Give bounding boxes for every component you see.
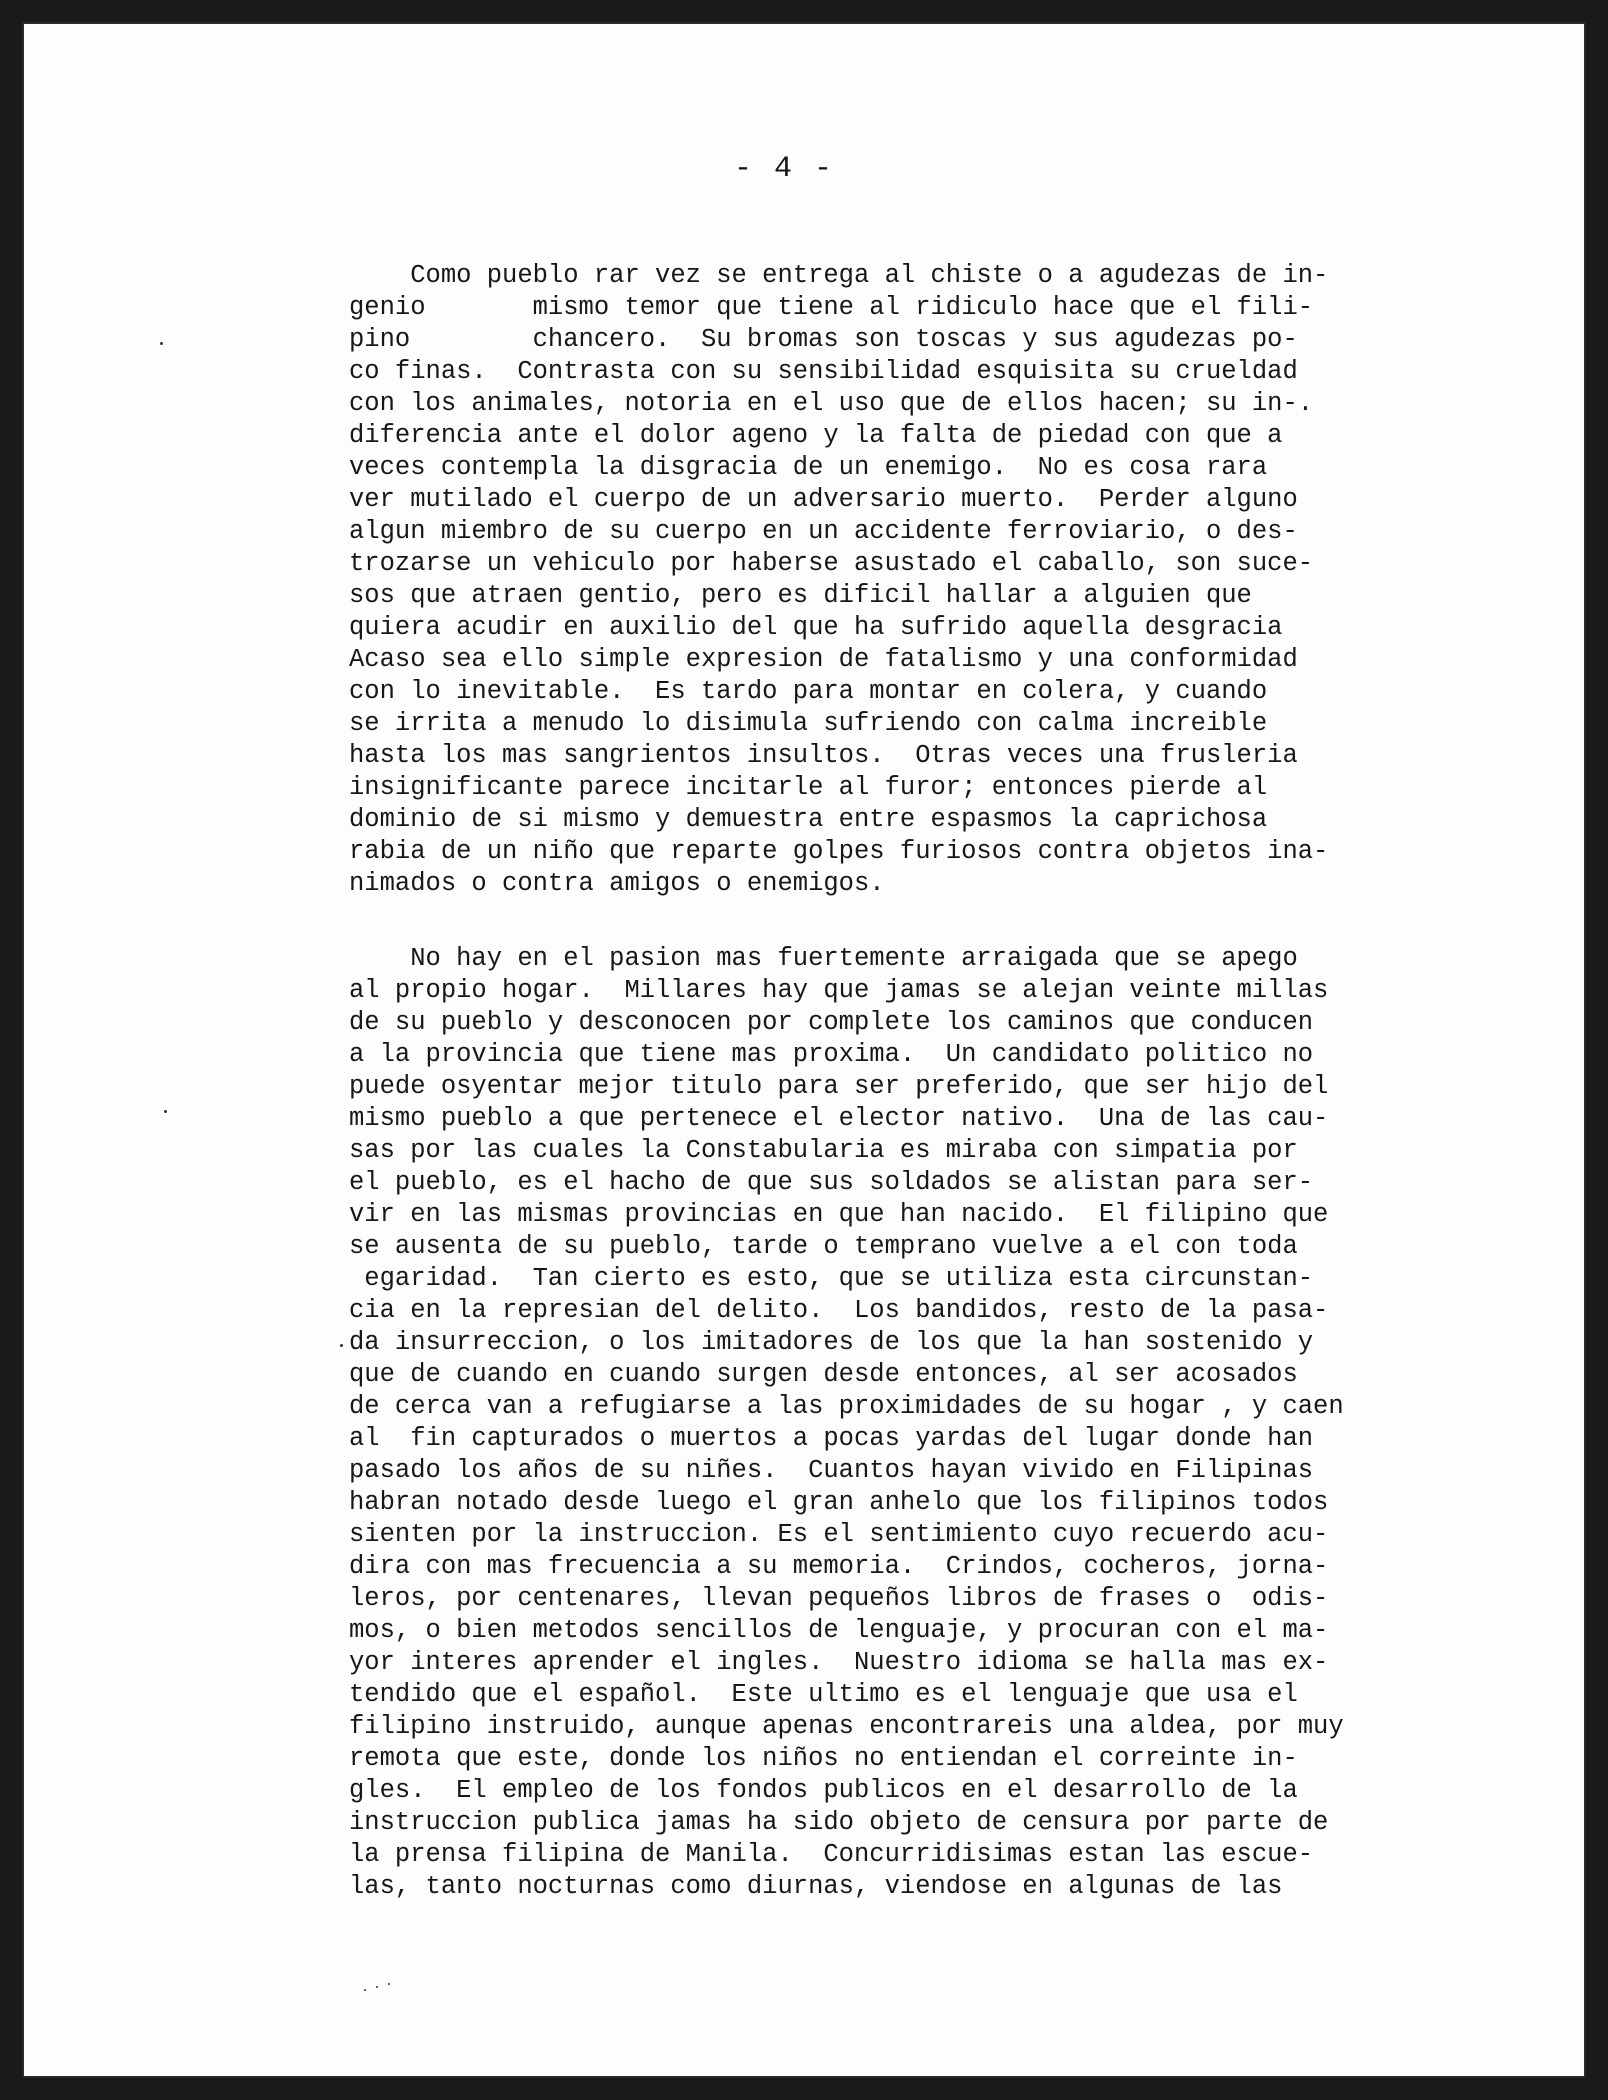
text-line: Como pueblo rar vez se entrega al chiste o a agudezas de in- (349, 261, 1329, 290)
scan-speck (376, 1986, 378, 1988)
text-line: pasado los años de su niñes. Cuantos hayan vivido en Filipinas (349, 1456, 1314, 1485)
text-line: sienten por la instruccion. Es el sentimiento cuyo recuerdo acu- (349, 1520, 1329, 1549)
scan-speck (388, 1983, 390, 1985)
text-line: leros, por centenares, llevan pequeños libros de frases o odis- (349, 1584, 1329, 1613)
document-page (22, 22, 1586, 2078)
text-line: instruccion publica jamas ha sido objeto de censura por parte de (349, 1808, 1329, 1837)
text-line: vir en las mismas provincias en que han nacido. El filipino que (349, 1200, 1329, 1229)
text-line: mos, o bien metodos sencillos de lenguaje, y procuran con el ma- (349, 1616, 1329, 1645)
scan-speck (364, 1989, 366, 1991)
text-line: dira con mas frecuencia a su memoria. Crindos, cocheros, jorna- (349, 1552, 1329, 1581)
text-line: sas por las cuales la Constabularia es miraba con simpatia por (349, 1136, 1298, 1165)
text-line: las, tanto nocturnas como diurnas, viendose en algunas de las (349, 1872, 1283, 1901)
text-line: Acaso sea ello simple expresion de fatalismo y una conformidad (349, 645, 1298, 674)
text-line: quiera acudir en auxilio del que ha sufrido aquella desgracia (349, 613, 1283, 642)
page-number: - 4 - (733, 152, 834, 186)
text-line: da insurreccion, o los imitadores de los que la han sostenido y (349, 1328, 1314, 1357)
text-line: genio mismo temor que tiene al ridiculo hace que el fili- (349, 293, 1314, 322)
text-line: No hay en el pasion mas fuertemente arraigada que se apego (349, 944, 1298, 973)
text-line: cia en la represian del delito. Los bandidos, resto de la pasa- (349, 1296, 1329, 1325)
text-line: se ausenta de su pueblo, tarde o temprano vuelve a el con toda (349, 1232, 1298, 1261)
paragraph-2 (349, 943, 1344, 1903)
text-line: se irrita a menudo lo disimula sufriendo con calma increible (349, 709, 1268, 738)
text-line: con lo inevitable. Es tardo para montar en colera, y cuando (349, 677, 1268, 706)
text-line: sos que atraen gentio, pero es dificil hallar a alguien que (349, 581, 1252, 610)
text-line: pino chancero. Su bromas son toscas y sus agudezas po- (349, 325, 1298, 354)
text-line: que de cuando en cuando surgen desde entonces, al ser acosados (349, 1360, 1298, 1389)
text-line: yor interes aprender el ingles. Nuestro idioma se halla mas ex- (349, 1648, 1329, 1677)
text-line: hasta los mas sangrientos insultos. Otras veces una frusleria (349, 741, 1298, 770)
text-line: la prensa filipina de Manila. Concurridisimas estan las escue- (349, 1840, 1314, 1869)
text-line: de cerca van a refugiarse a las proximidades de su hogar , y caen (349, 1392, 1344, 1421)
text-line: el pueblo, es el hacho de que sus soldados se alistan para ser- (349, 1168, 1314, 1197)
text-line: egaridad. Tan cierto es esto, que se utiliza esta circunstan- (349, 1264, 1314, 1293)
text-line: trozarse un vehiculo por haberse asustado el caballo, son suce- (349, 549, 1314, 578)
text-line: filipino instruido, aunque apenas encontrareis una aldea, por muy (349, 1712, 1344, 1741)
text-line: insignificante parece incitarle al furor; entonces pierde al (349, 773, 1268, 802)
text-line: nimados o contra amigos o enemigos. (349, 869, 885, 898)
text-line: de su pueblo y desconocen por complete los caminos que conducen (349, 1008, 1314, 1037)
paragraph-1 (349, 260, 1328, 900)
text-line: algun miembro de su cuerpo en un accidente ferroviario, o des- (349, 517, 1298, 546)
text-line: al propio hogar. Millares hay que jamas se alejan veinte millas (349, 976, 1329, 1005)
text-line: mismo pueblo a que pertenece el elector nativo. Una de las cau- (349, 1104, 1329, 1133)
text-line: diferencia ante el dolor ageno y la falta de piedad con que a (349, 421, 1283, 450)
text-line: al fin capturados o muertos a pocas yardas del lugar donde han (349, 1424, 1314, 1453)
text-line: remota que este, donde los niños no entiendan el correinte in- (349, 1744, 1298, 1773)
text-line: a la provincia que tiene mas proxima. Un candidato politico no (349, 1040, 1314, 1069)
text-line: puede osyentar mejor titulo para ser preferido, que ser hijo del (349, 1072, 1329, 1101)
text-line: habran notado desde luego el gran anhelo que los filipinos todos (349, 1488, 1329, 1517)
text-line: gles. El empleo de los fondos publicos en el desarrollo de la (349, 1776, 1298, 1805)
text-line: veces contempla la disgracia de un enemigo. No es cosa rara (349, 453, 1268, 482)
text-line: co finas. Contrasta con su sensibilidad esquisita su crueldad (349, 357, 1298, 386)
scan-speck (160, 342, 163, 345)
text-line: ver mutilado el cuerpo de un adversario muerto. Perder alguno (349, 485, 1298, 514)
text-line: rabia de un niño que reparte golpes furiosos contra objetos ina- (349, 837, 1329, 866)
text-line: tendido que el español. Este ultimo es el lenguaje que usa el (349, 1680, 1298, 1709)
text-line: dominio de si mismo y demuestra entre espasmos la caprichosa (349, 805, 1268, 834)
text-line: con los animales, notoria en el uso que de ellos hacen; su in-. (349, 389, 1314, 418)
scan-speck (164, 1110, 167, 1113)
scan-speck (340, 1344, 343, 1347)
